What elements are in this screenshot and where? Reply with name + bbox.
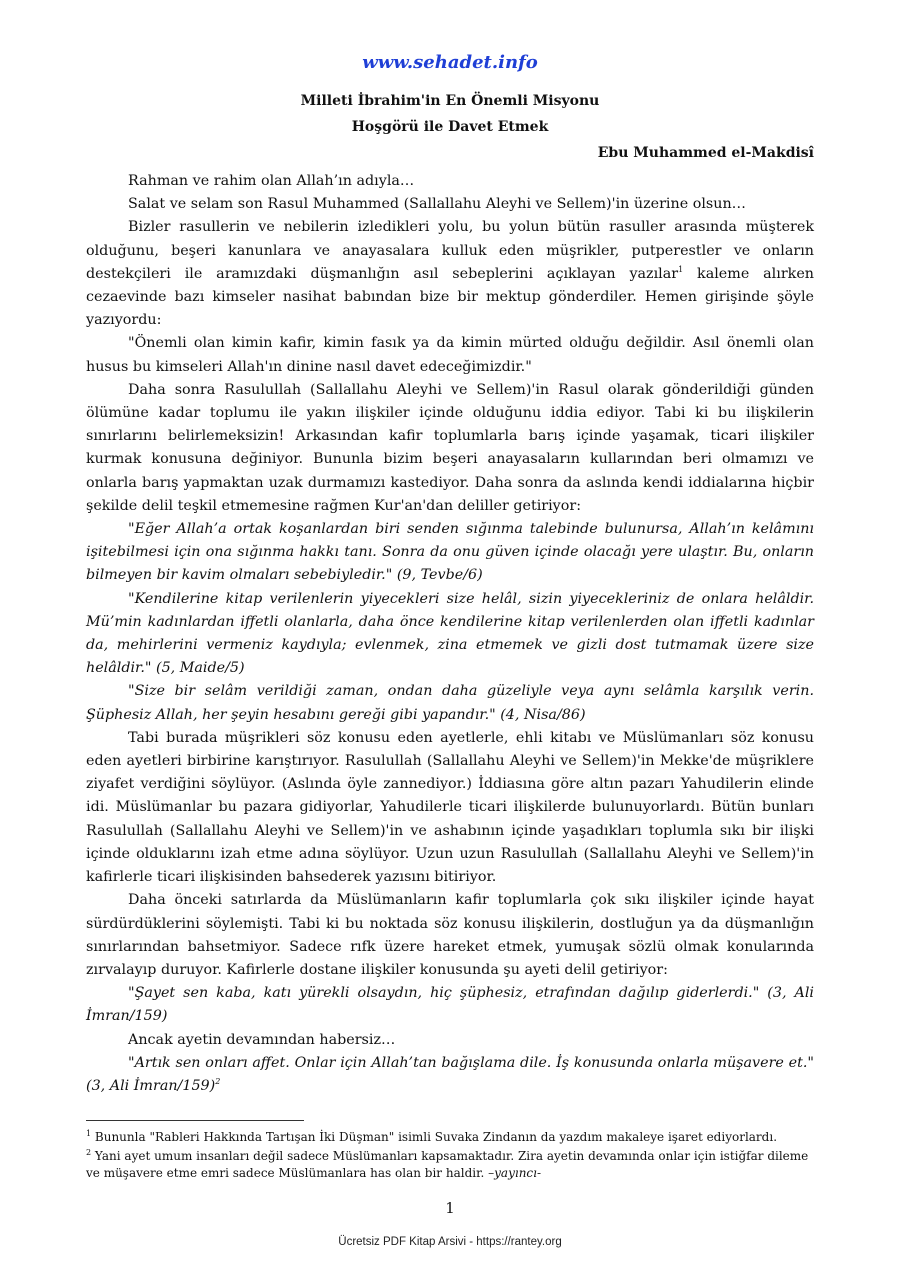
paragraph-5: Daha sonra Rasulullah (Sallallahu Aleyhi ve Sellem)'in Rasul olarak gönderildiği günden ölümüne kadar toplumu ile yakın ilişkiler içinde olduğunu iddia ediyor. Tabi ki bu ilişkilerin sınırlarını belirlemeksizin! Arkasından kafir toplumlarla barış içinde yaşamak, ticari ilişkiler kurmak konusuna değiniyor. Bununla bizim beşeri anayasaların kullarından beri olmamızı ve onlarla barış yapmaktan uzak durmamızı kastediyor. Daha sonra da aslında kendi iddialarına hiçbir şekilde delil teşkil etmemesine rağmen Kur'an'dan deliller getiriyor: — [86, 381, 814, 514]
quote-nisa: "Size bir selâm verildiği zaman, ondan daha güzeliyle veya aynı selâmla karşılık verin. Şüphesiz Allah, her şeyin hesabını gereği gibi yapandır." (4, Nisa/86) — [86, 683, 814, 723]
paragraph-7: Daha önceki satırlarda da Müslümanların kafir toplumlarla çok sıkı ilişkiler içinde hayat sürdürdüklerini söylemişti. Tabi ki bu noktada söz konusu ilişkilerin, dostluğun ya da düşmanlığın sınırlarından bahsetmiyor. Sadece rıfk üzere hareket etmek, yumuşak sözlü olmak konularında zırvalayıp duruyor. Kafirlerle dostane ilişkiler konusunda şu ayeti delil getiriyor: — [86, 892, 814, 978]
paragraph-6: Tabi burada müşrikleri söz konusu eden ayetlerle, ehli kitabı ve Müslümanları söz konusu eden ayetleri birbirine karıştırıyor. Rasulullah (Sallallahu Aleyhi ve Sellem)'in Mekke'de müşriklere ziyafet verdiğini söylüyor. (Aslında öyle zannediyor.) İddiasına göre altın pazarı Yahudilerin elinde idi. Müslümanlar bu pazara gidiyorlar, Yahudilerle ticari ilişkilerde bulunuyorlardı. Bütün bunları Rasulullah (Sallallahu Aleyhi ve Sellem)'in ve ashabının içinde yaşadıkları toplumla sıkı bir ilişki içinde olduklarını izah etme adına söylüyor. Uzun uzun Rasulullah (Sallallahu Aleyhi ve Sellem)'in kafirlerle ticari ilişkisinden bahsederek yazısını bitiriyor. — [86, 729, 814, 886]
footnote-ref-1[interactable]: 1 — [678, 265, 684, 275]
footnote-2-number: 2 — [86, 1148, 92, 1157]
footnote-1 — [86, 1129, 814, 1146]
page-number: 1 — [445, 1199, 455, 1217]
footnote-divider — [86, 1120, 304, 1121]
quote-ali-imran-2 — [86, 1052, 814, 1098]
site-url[interactable]: www.sehadet.info — [362, 52, 538, 73]
footnote-1-number: 1 — [86, 1129, 92, 1138]
body-text — [86, 170, 814, 1098]
quote-maide: "Kendilerine kitap verilenlerin yiyecekleri size helâl, sizin yiyecekleriniz de onlara helâldir. Mü’min kadınlardan iffetli olanlarla, daha önce kendilerine kitap verilenlerden olan iffetli kadınlar da, mehirlerini vermeniz kaydıyla; evlenmek, zina etmemek ve gizli dost tutmamak üzere size helâldir." (5, Maide/5) — [86, 590, 814, 677]
footnotes — [86, 1129, 814, 1184]
paragraph-8: Ancak ayetin devamından habersiz… — [128, 1031, 396, 1048]
quote-tevbe: "Eğer Allah’a ortak koşanlardan biri senden sığınma talebinde bulunursa, Allah’ın kelâmını işitebilmesi için ona sığınma hakkı tanı. Sonra da onu güven içinde olacağı yere ulaştır. Bu, onların bilmeyen bir kavim olmaları sebebiyledir." (9, Tevbe/6) — [86, 521, 814, 584]
paragraph-2: Salat ve selam son Rasul Muhammed (Sallallahu Aleyhi ve Sellem)'in üzerine olsun… — [128, 196, 746, 213]
paragraph-3-start: Bizler rasullerin ve nebilerin izledikleri yolu, bu yolun bütün rasuller arasında müşterek olduğunu, beşeri kanunlara ve anayasalara kulluk eden müşrikler, putperestler ve onların destekçileri ile aramızdaki düşmanlığın asıl sebeplerini açıklayan yazılar — [86, 219, 814, 282]
footnote-2 — [86, 1148, 814, 1182]
document-subtitle: Hoşgörü ile Davet Etmek — [351, 119, 549, 135]
quote-ali-imran-2-text: "Artık sen onları affet. Onlar için Allah’tan bağışlama dile. İş konusunda onlarla müşavere et." (3, Ali İmran/159) — [86, 1054, 814, 1094]
paragraph-3 — [86, 216, 814, 332]
paragraph-4: "Önemli olan kimin kafir, kimin fasık ya da kimin mürted olduğu değildir. Asıl önemli olan husus bu kimseleri Allah'ın dinine nasıl davet edeceğimizdir." — [86, 335, 814, 375]
footnote-ref-2[interactable]: 2 — [215, 1077, 221, 1087]
paragraph-3-end: kaleme alırken cezaevinde bazı kimseler nasihat babından bize bir mektup gönderdiler. Hemen girişinde şöyle yazıyordu: — [86, 265, 814, 329]
footnote-2-publisher: –yayıncı- — [488, 1166, 542, 1180]
footnote-2-text: Yani ayet umum insanları değil sadece Müslümanları kapsamaktadır. Zira ayetin devamında onlar için istiğfar dileme ve müşavere etme emri sadece Müslümanlara has olan bir haldir. — [86, 1149, 809, 1180]
quote-ali-imran-1: "Şayet sen kaba, katı yürekli olsaydın, hiç şüphesiz, etrafından dağılıp giderlerdi." (3, Ali İmran/159) — [86, 985, 814, 1025]
paragraph-1: Rahman ve rahim olan Allah’ın adıyla… — [128, 173, 415, 189]
footer-text[interactable]: Ücretsiz PDF Kitap Arsivi - https://rantey.org — [338, 1236, 562, 1248]
footnote-1-text: Bununla "Rableri Hakkında Tartışan İki Düşman" isimli Suvaka Zindanın da yazdım makaleye işaret ediyorlardı. — [91, 1130, 778, 1144]
document-title: Milleti İbrahim'in En Önemli Misyonu — [300, 93, 600, 109]
author-name: Ebu Muhammed el-Makdisî — [597, 145, 814, 161]
